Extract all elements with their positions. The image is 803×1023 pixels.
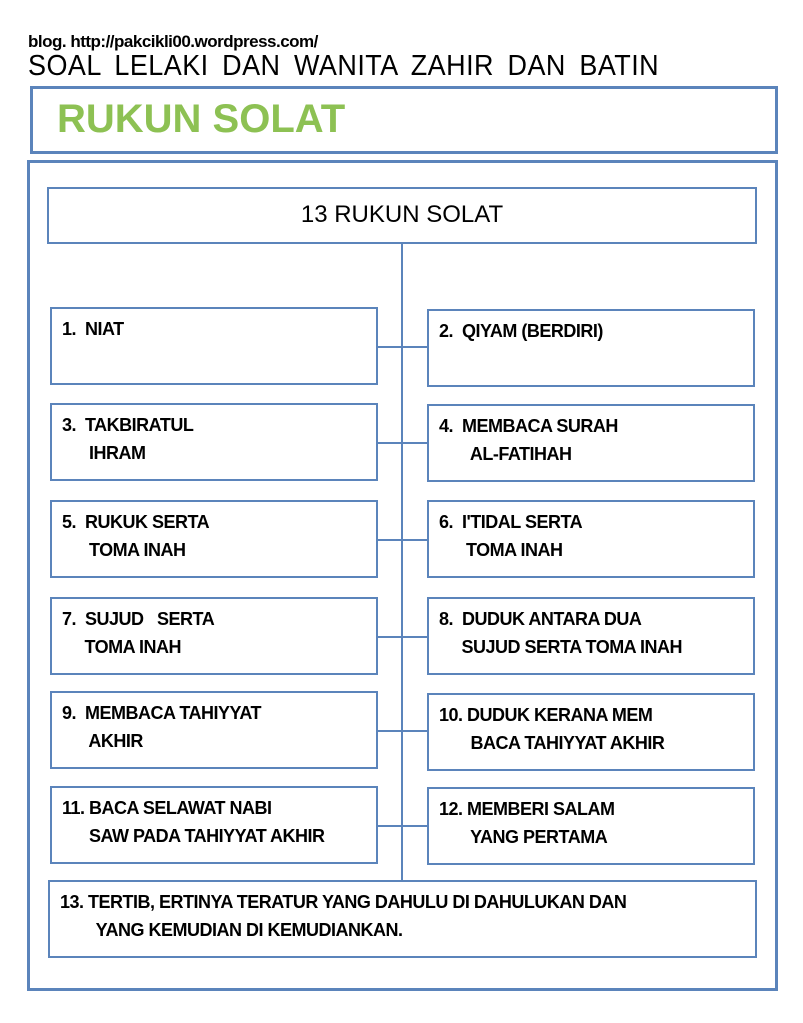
rukun-item-12: 12. MEMBERI SALAM YANG PERTAMA	[427, 787, 755, 865]
rukun-item-3: 3. TAKBIRATUL IHRAM	[50, 403, 378, 481]
blog-url: blog. http://pakcikli00.wordpress.com/	[28, 32, 318, 51]
connector-line	[377, 730, 429, 732]
trunk-line	[401, 243, 403, 881]
rukun-item-1: 1. NIAT	[50, 307, 378, 385]
rukun-item-7: 7. SUJUD SERTA TOMA INAH	[50, 597, 378, 675]
connector-line	[377, 825, 429, 827]
rukun-item-5: 5. RUKUK SERTA TOMA INAH	[50, 500, 378, 578]
page-title: RUKUN SOLAT	[57, 97, 346, 141]
rukun-item-10: 10. DUDUK KERANA MEM BACA TAHIYYAT AKHIR	[427, 693, 755, 771]
rukun-item-9: 9. MEMBACA TAHIYYAT AKHIR	[50, 691, 378, 769]
root-box: 13 RUKUN SOLAT	[47, 187, 757, 244]
rukun-item-13: 13. TERTIB, ERTINYA TERATUR YANG DAHULU DI DAHULUKAN DAN YANG KEMUDIAN DI KEMUDIANKAN.	[48, 880, 757, 958]
connector-line	[377, 346, 429, 348]
connector-line	[377, 442, 429, 444]
connector-line	[377, 539, 429, 541]
rukun-item-4: 4. MEMBACA SURAH AL-FATIHAH	[427, 404, 755, 482]
subtitle: SOAL LELAKI DAN WANITA ZAHIR DAN BATIN	[28, 50, 660, 82]
rukun-item-11: 11. BACA SELAWAT NABI SAW PADA TAHIYYAT AKHIR	[50, 786, 378, 864]
rukun-item-2: 2. QIYAM (BERDIRI)	[427, 309, 755, 387]
title-box	[30, 86, 778, 154]
rukun-item-8: 8. DUDUK ANTARA DUA SUJUD SERTA TOMA INAH	[427, 597, 755, 675]
rukun-item-6: 6. I'TIDAL SERTA TOMA INAH	[427, 500, 755, 578]
connector-line	[377, 636, 429, 638]
